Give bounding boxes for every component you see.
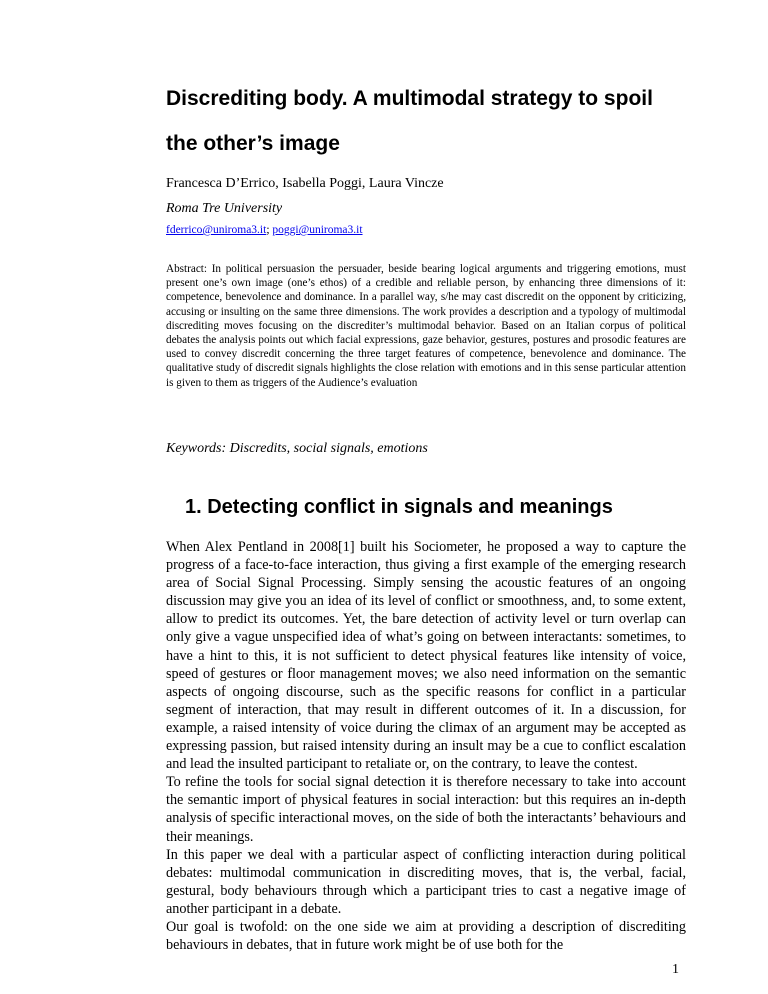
keywords: Keywords: Discredits, social signals, emotions (166, 441, 428, 456)
body-paragraph: To refine the tools for social signal detection it is therefore necessary to take into account the semantic import of physical features in social interaction: but this requires an in-depth analysis of specific interactional moves, on the side of both the interactants’ behaviours and their meanings. (166, 774, 686, 845)
page-number: 1 (672, 962, 679, 977)
email-link-fderrico[interactable]: fderrico@uniroma3.it (166, 224, 267, 236)
section-heading: 1. Detecting conflict in signals and meanings (185, 496, 613, 518)
section-body (166, 538, 686, 954)
author-list: Francesca D’Errico, Isabella Poggi, Laura Vincze (166, 176, 444, 191)
paper-title: Discrediting body. A multimodal strategy to spoil the other’s image (166, 87, 653, 155)
email-separator: ; (266, 224, 273, 236)
affiliation: Roma Tre University (166, 201, 283, 216)
email-link-poggi[interactable]: poggi@uniroma3.it (272, 224, 363, 236)
body-paragraph: When Alex Pentland in 2008[1] built his Sociometer, he proposed a way to capture the progress of a face-to-face interaction, thus giving a first example of the emerging research area of Social Signal Processing. Simply sensing the acoustic features of an ongoing discussion may give you an idea of its level of conflict or smoothness, and, to some extent, allow to predict its outcomes. Yet, the bare detection of activity level or turn overlap can only give a vague unspecified idea of what’s going on between interactants: sometimes, to have a hint to this, it is not sufficient to detect physical features like intensity of voice, speed of gestures or floor management moves; we also need information on the semantic aspects of ongoing discourse, such as the specific reasons for conflict in a particular segment of interaction, that may result in different outcomes of it. In a discussion, for example, a raised intensity of voice during the climax of an argument may be accepted as expressing passion, but raised intensity during an insult may be a cue to conflict escalation and lead the insulted participant to retaliate or, on the contrary, to leave the contest. (166, 539, 686, 773)
author-emails (166, 223, 686, 237)
body-paragraph: In this paper we deal with a particular aspect of conflicting interaction during political debates: multimodal communication in discrediting moves, that is, the verbal, facial, gestural, body behaviours through which a participant tries to cast a negative image of another participant in a debate. (166, 846, 686, 917)
body-paragraph: Our goal is twofold: on the one side we aim at providing a description of discrediting behaviours in debates, that in future work might be of use both for the (166, 918, 686, 954)
abstract: Abstract: In political persuasion the persuader, beside bearing logical arguments and triggering emotions, must present one’s own image (one’s ethos) of a credible and reliable person, by enhancing three dimensions of it: competence, benevolence and dominance. In a parallel way, s/he may cast discredit on the opponent by criticizing, accusing or insulting on the same three dimensions. The work provides a description and a typology of multimodal discrediting moves focusing on the discrediter’s multimodal behavior. Based on an Italian corpus of political debates the analysis points out which facial expressions, gaze behavior, gestures, postures and prosodic features are used to convey discredit concerning the three target features of competence, benevolence and dominance. The qualitative study of discredit signals highlights the close relation with emotions and in this sense particular attention is given to them as triggers of the Audience’s evaluation (166, 263, 686, 389)
